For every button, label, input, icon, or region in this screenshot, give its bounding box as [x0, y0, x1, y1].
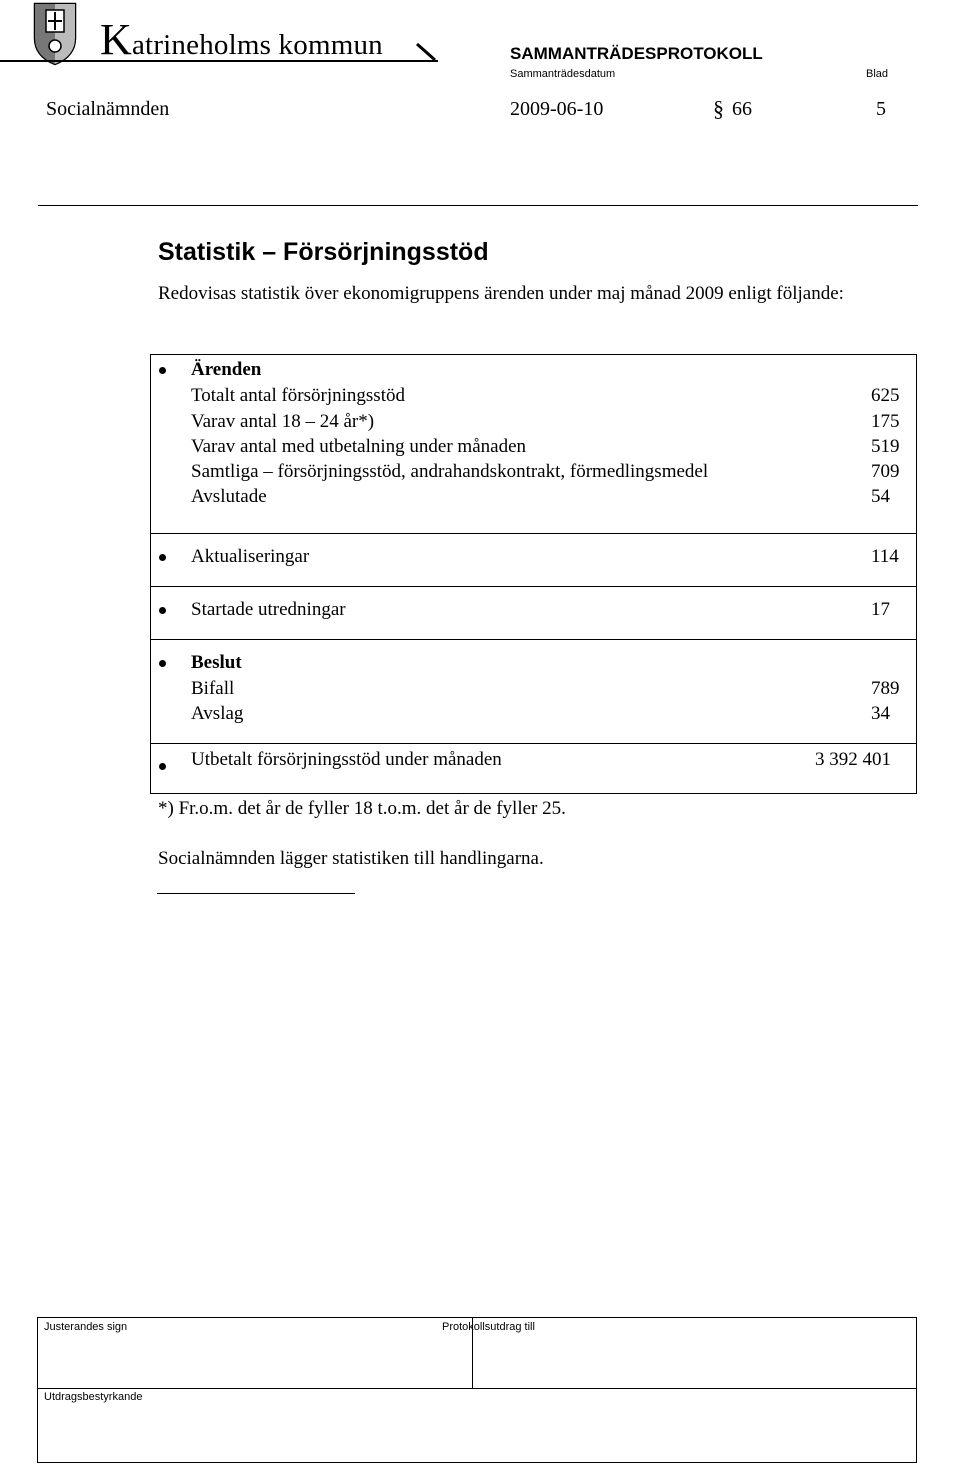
cases-section [151, 355, 916, 533]
table-row-value: 709 [871, 461, 900, 482]
table-row-value: 34 [871, 703, 890, 724]
extract-certification-label: Utdragsbestyrkande [44, 1391, 143, 1403]
section-end-rule [157, 893, 355, 894]
footer-horizontal-divider [38, 1388, 916, 1389]
table-row-label: Samtliga – försörjningsstöd, andrahandskontrakt, förmedlingsmedel [191, 461, 709, 482]
table-row-label: Avslag [191, 703, 244, 724]
brand-name [100, 14, 383, 65]
table-row-value: 3 392 401 [815, 749, 891, 770]
header-divider [38, 205, 918, 206]
statistics-table [150, 354, 917, 794]
investigations-section [151, 586, 916, 639]
brand-rest: atrineholms kommun [131, 29, 383, 61]
decision-text: Socialnämnden lägger statistiken till handlingarna. [158, 848, 544, 869]
bullet-icon [159, 660, 166, 667]
table-row-label: Bifall [191, 678, 235, 699]
section-heading: Ärenden [191, 359, 262, 380]
bullet-icon [159, 607, 166, 614]
brand-initial: K [100, 15, 132, 64]
bullet-icon [159, 367, 166, 374]
committee-name: Socialnämnden [46, 98, 170, 120]
table-row-label: Startade utredningar [191, 599, 346, 620]
sheet-number: 5 [876, 98, 886, 120]
updates-section [151, 533, 916, 586]
table-row-label: Avslutade [191, 486, 267, 507]
table-row-value: 789 [871, 678, 900, 699]
intro-text: Redovisas statistik över ekonomigruppens ärenden under maj månad 2009 enligt följande: [158, 283, 844, 304]
brand-tick-mark [415, 42, 439, 62]
municipal-coat-of-arms-logo [32, 2, 78, 66]
signature-box [37, 1317, 917, 1463]
bullet-icon [159, 763, 166, 770]
page-title: Statistik – Försörjningsstöd [158, 238, 489, 266]
bullet-icon [159, 554, 166, 561]
decisions-section [151, 639, 916, 743]
sheet-label: Blad [866, 68, 889, 80]
table-row-label: Varav antal 18 – 24 år*) [191, 411, 375, 432]
minutes-extract-label: Protokollsutdrag till [442, 1321, 535, 1333]
footnote: *) Fr.o.m. det år de fyller 18 t.o.m. det år de fyller 25. [158, 798, 566, 819]
document-type: SAMMANTRÄDESPROTOKOLL [510, 44, 763, 63]
justification-sign-label: Justerandes sign [44, 1321, 128, 1333]
payout-section [151, 743, 916, 794]
table-row-value: 114 [871, 546, 899, 567]
table-row-label: Aktualiseringar [191, 546, 310, 567]
section-heading: Beslut [191, 652, 242, 673]
table-row-value: 54 [871, 486, 890, 507]
table-row-value: 175 [871, 411, 900, 432]
table-row-value: 625 [871, 385, 900, 406]
table-row-label: Totalt antal försörjningsstöd [191, 385, 405, 406]
table-row-label: Utbetalt försörjningsstöd under månaden [191, 749, 502, 770]
table-row-value: 17 [871, 599, 890, 620]
meeting-date: 2009-06-10 [510, 98, 604, 120]
table-row-label: Varav antal med utbetalning under månaden [191, 436, 527, 457]
meeting-date-label: Sammanträdesdatum [510, 68, 616, 80]
paragraph-number: 66 [732, 98, 752, 120]
paragraph-sign: § [713, 96, 724, 121]
table-row-value: 519 [871, 436, 900, 457]
